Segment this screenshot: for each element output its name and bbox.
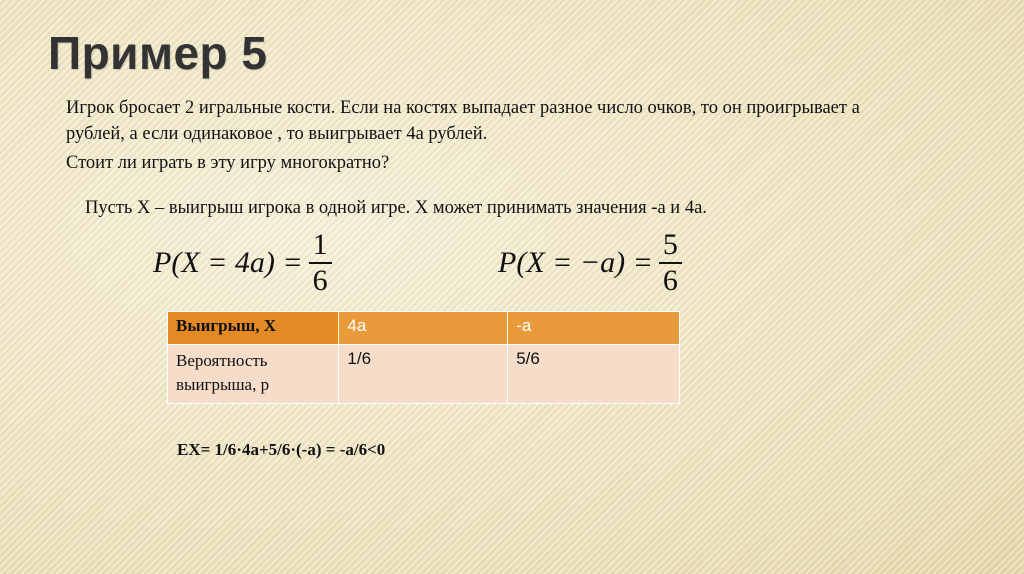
formula-win-denominator: 6 — [309, 262, 332, 298]
table-header-cell: -а — [508, 312, 680, 345]
table-header-cell: Выигрыш, Х — [168, 312, 339, 345]
formula-lose-denominator: 6 — [659, 262, 682, 298]
table-cell: Вероятность выигрыша, р — [168, 345, 339, 404]
table-cell: 5/6 — [508, 345, 680, 404]
problem-text: Игрок бросает 2 игральные кости. Если на костях выпадает разное число очков, то он проигрывает а рублей, а если одинаковое , то выигрывает 4а рублей. — [66, 98, 860, 144]
formula-lose — [498, 228, 682, 298]
formula-lose-left: P(X = −a) = — [498, 246, 653, 279]
formula-win-numerator: 1 — [312, 228, 328, 261]
question-text: Стоит ли играть в эту игру многократно? — [66, 153, 390, 173]
distribution-table — [167, 311, 680, 404]
formula-win-fraction — [309, 228, 332, 298]
expectation-formula: ЕХ= 1/6·4а+5/6·(-а) = -а/6<0 — [177, 440, 386, 459]
formula-lose-numerator: 5 — [662, 228, 678, 261]
table-header-row — [168, 312, 680, 345]
formula-lose-fraction — [659, 228, 682, 298]
formula-win-left: P(X = 4a) = — [153, 246, 303, 279]
table-cell: 1/6 — [339, 345, 508, 404]
table-row — [168, 345, 680, 404]
assumption-text: Пусть Х – выигрыш игрока в одной игре. Х может принимать значения -а и 4а. — [85, 198, 707, 218]
slide-title: Пример 5 — [48, 27, 268, 79]
table-header-cell: 4а — [339, 312, 508, 345]
formula-win — [153, 228, 332, 298]
